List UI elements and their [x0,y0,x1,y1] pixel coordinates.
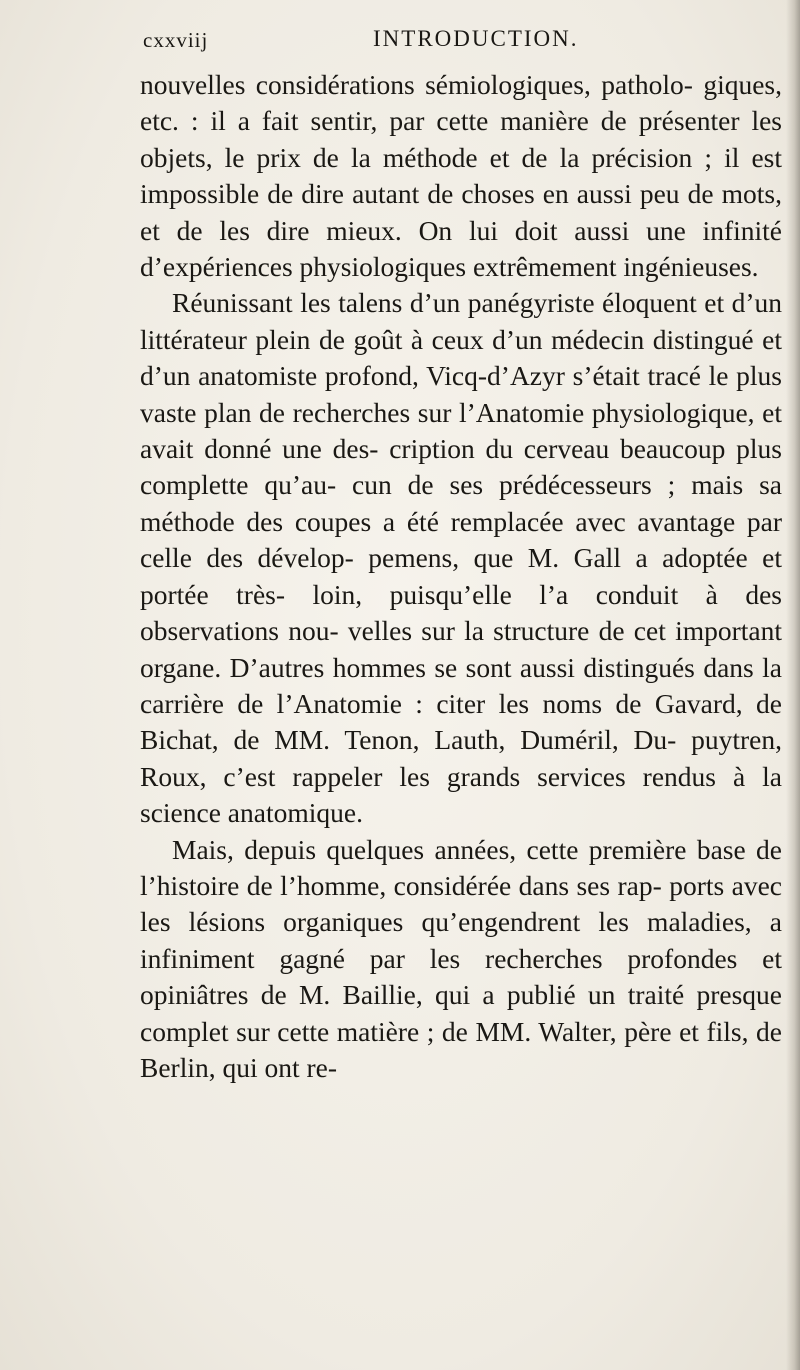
paragraph-1: nouvelles considérations sémiologiques, patholo- giques, etc. : il a fait sentir, par cette manière de présenter les objets, le prix de la méthode et de la précision ; il est impossible de dire autant de choses en aussi peu de mots, et de les dire mieux. On lui doit aussi une infinité d’expériences physiologiques extrêmement ingénieuses. [140,69,782,283]
body-text [140,67,782,1086]
paragraph-3: Mais, depuis quelques années, cette première base de l’histoire de l’homme, considérée dans ses rap- ports avec les lésions organiques qu’engendrent les maladies, a infiniment gagné par les recherches profondes et opiniâtres de M. Baillie, qui a publié un traité presque complet sur cette matière ; de MM. Walter, père et fils, de Berlin, qui ont re- [140,833,782,1083]
page-edge-shadow [786,0,800,1370]
page-header [143,22,783,62]
running-title: INTRODUCTION. [373,26,579,51]
page-number: cxxviij [143,28,209,52]
paragraph-2: Réunissant les talens d’un panégyriste éloquent et d’un littérateur plein de goût à ceux d’un médecin distingué et d’un anatomiste profond, Vicq-d’Azyr s’était tracé le plus vaste plan de recherches sur l’Anatomie physiologique, et avait donné une des- cription du cerveau beaucoup plus complette qu’au- cun de ses prédécesseurs ; mais sa méthode des coupes a été remplacée avec avantage par celle des dévelop- pemens, que M. Gall a adoptée et portée très- loin, puisqu’elle l’a conduit à des observations nou- velles sur la structure de cet important organe. D’autres hommes se sont aussi distingués dans la carrière de l’Anatomie : citer les noms de Gavard, de Bichat, de MM. Tenon, Lauth, Duméril, Du- puytren, Roux, c’est rappeler les grands services rendus à la science anatomique. [140,287,782,829]
